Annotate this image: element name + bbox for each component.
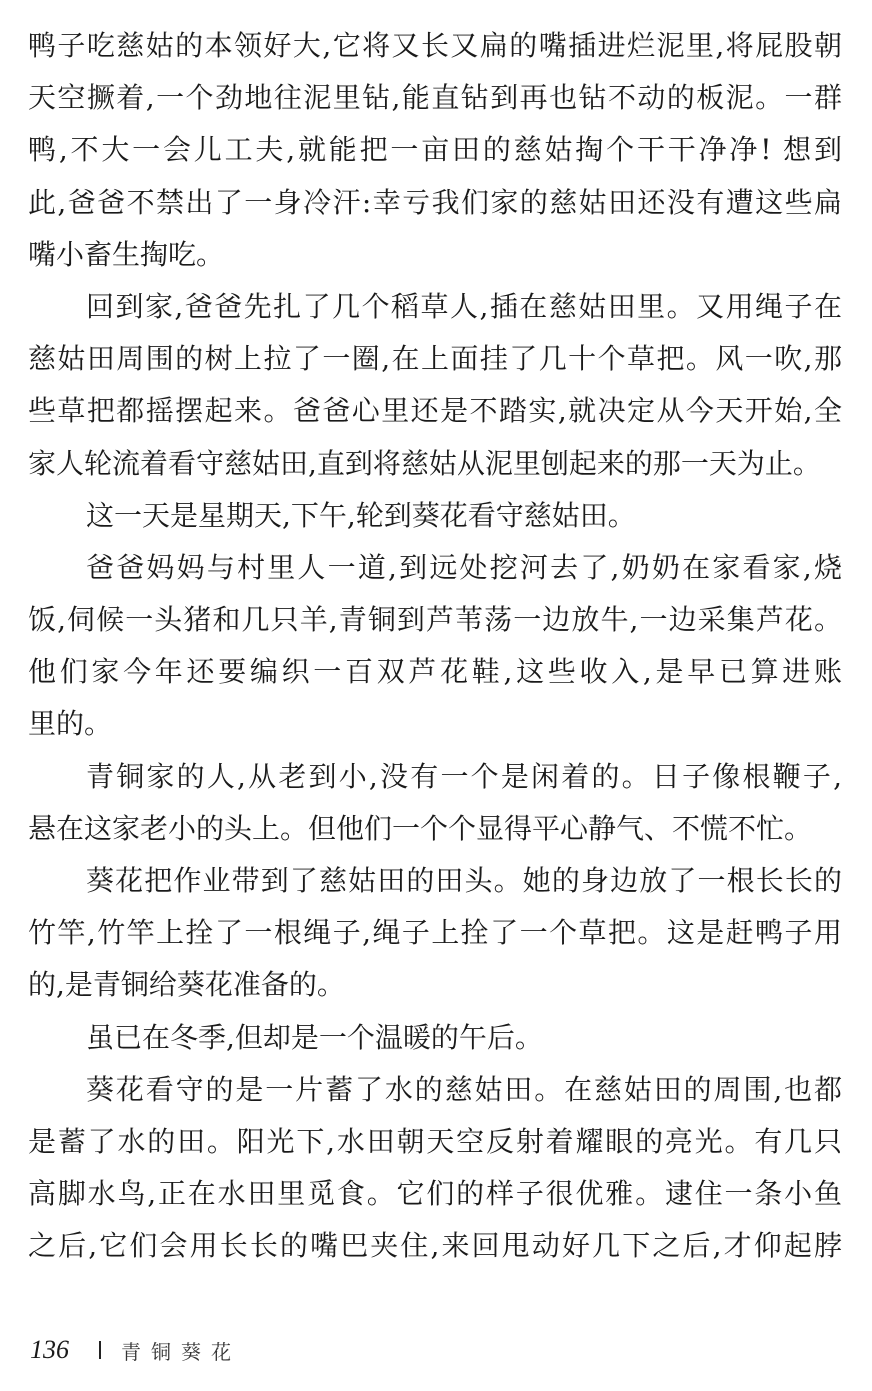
text-line: 爸爸妈妈与村里人一道,到远处挖河去了,奶奶在家看家,烧: [86, 550, 842, 584]
text-line: 此,爸爸不禁出了一身冷汗:幸亏我们家的慈姑田还没有遭这些扁: [28, 185, 842, 219]
text-line: 虽已在冬季,但却是一个温暖的午后。: [86, 1020, 543, 1054]
text-line: 悬在这家老小的头上。但他们一个个显得平心静气、不慌不忙。: [28, 811, 813, 845]
text-line: 里的。: [28, 707, 113, 741]
text-line: 竹竿,竹竿上拴了一根绳子,绳子上拴了一个草把。这是赶鸭子用: [28, 916, 842, 950]
footer-divider: [99, 1341, 101, 1359]
paragraph: [28, 20, 842, 281]
text-line: 嘴小畜生掏吃。: [28, 237, 225, 271]
text-line: 之后,它们会用长长的嘴巴夹住,来回甩动好几下之后,才仰起脖: [28, 1229, 842, 1263]
text-line: 回到家,爸爸先扎了几个稻草人,插在慈姑田里。又用绳子在: [86, 289, 842, 323]
text-line: 家人轮流着看守慈姑田,直到将慈姑从泥里刨起来的那一天为止。: [28, 446, 821, 480]
text-line: 他们家今年还要编织一百双芦花鞋,这些收入,是早已算进账: [28, 655, 842, 689]
text-line: 青铜家的人,从老到小,没有一个是闲着的。日子像根鞭子,: [86, 759, 842, 793]
paragraph: [28, 1064, 842, 1273]
page-footer: [30, 1330, 241, 1370]
text-line: 葵花看守的是一片蓄了水的慈姑田。在慈姑田的周围,也都: [86, 1072, 842, 1106]
text-line: 是蓄了水的田。阳光下,水田朝天空反射着耀眼的亮光。有几只: [28, 1124, 842, 1158]
paragraph: [28, 281, 842, 490]
paragraph: [28, 855, 842, 1012]
text-line: 饭,伺候一头猪和几只羊,青铜到芦苇荡一边放牛,一边采集芦花。: [28, 603, 842, 637]
text-line: 的,是青铜给葵花准备的。: [28, 968, 345, 1002]
text-line: 些草把都摇摆起来。爸爸心里还是不踏实,就决定从今天开始,全: [28, 394, 842, 428]
paragraph: [28, 1012, 842, 1064]
text-line: 鸭子吃慈姑的本领好大,它将又长又扁的嘴插进烂泥里,将屁股朝: [28, 29, 842, 62]
text-line: 鸭,不大一会儿工夫,就能把一亩田的慈姑掏个干干净净! 想到: [28, 133, 842, 167]
body-text: [28, 20, 842, 1273]
text-line: 高脚水鸟,正在水田里觅食。它们的样子很优雅。逮住一条小鱼: [28, 1177, 842, 1211]
book-title: 青铜葵花: [121, 1339, 241, 1364]
paragraph: [28, 751, 842, 855]
paragraph: [28, 542, 842, 751]
page-number: 136: [30, 1335, 69, 1364]
text-line: 葵花把作业带到了慈姑田的田头。她的身边放了一根长长的: [86, 864, 842, 897]
text-line: 天空撅着,一个劲地往泥里钻,能直钻到再也钻不动的板泥。一群: [28, 81, 842, 115]
text-line: 慈姑田周围的树上拉了一圈,在上面挂了几十个草把。风一吹,那: [28, 342, 842, 376]
text-line: 这一天是星期天,下午,轮到葵花看守慈姑田。: [86, 498, 636, 532]
paragraph: [28, 490, 842, 542]
